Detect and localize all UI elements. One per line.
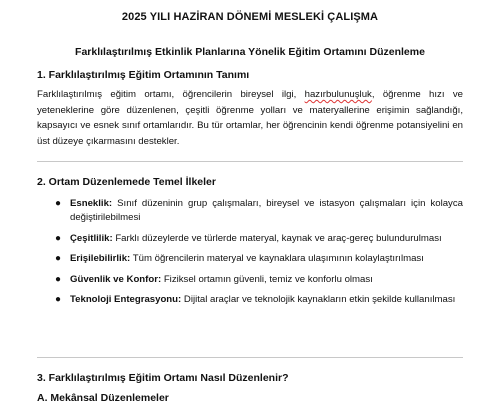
list-item bbox=[37, 197, 463, 226]
paragraph-text-start: Farklılaştırılmış eğitim ortamı, öğrencilerin bireysel ilgi, bbox=[37, 89, 305, 100]
section-divider bbox=[37, 357, 463, 358]
section-1-heading: 1. Farklılaştırılmış Eğitim Ortamının Tanımı bbox=[37, 69, 250, 81]
section-3-subheading: A. Mekânsal Düzenlemeler bbox=[37, 392, 169, 404]
list-item bbox=[37, 252, 463, 266]
document-subtitle: Farklılaştırılmış Etkinlik Planlarına Yönelik Eğitim Ortamını Düzenleme bbox=[75, 46, 425, 58]
list-item-term: Erişilebilirlik: bbox=[70, 253, 131, 265]
section-1-paragraph bbox=[37, 87, 463, 149]
bullet-icon: ● bbox=[55, 273, 62, 285]
list-item-term: Güvenlik ve Konfor: bbox=[70, 273, 162, 285]
list-item-term: Çeşitlilik: bbox=[70, 232, 113, 244]
list-item-text: Farklı düzeylerde ve türlerde materyal, kaynak ve araç-gereç bulundurulması bbox=[112, 232, 442, 244]
list-item-term: Esneklik: bbox=[70, 198, 113, 209]
spellcheck-flagged-word[interactable]: hazırbulunuşluk bbox=[304, 89, 372, 100]
section-divider bbox=[37, 161, 463, 162]
paragraph-text-end: , öğrenme hızı ve yeteneklerine göre düzenlenen, çeşitli öğrenme yolları ve materyallerine erişimin sağlandığı, kapsayıcı ve esnek sınıf ortamlarıdır. Bu tür ortamlar, her öğrencinin kendi öğrenme potansiyelini en üst düzeye çıkarmasını destekler. bbox=[37, 89, 464, 147]
list-item-text: Sınıf düzeninin grup çalışmaları, bireysel ve istasyon çalışmaları için kolayca değiştirilebilmesi bbox=[70, 198, 463, 224]
list-item-text: Fiziksel ortamın güvenli, temiz ve konforlu olması bbox=[161, 273, 373, 285]
list-item bbox=[37, 293, 463, 307]
bullet-icon: ● bbox=[55, 198, 62, 209]
list-item bbox=[37, 232, 463, 246]
list-item-text: Tüm öğrencilerin materyal ve kaynaklara ulaşımının kolaylaştırılması bbox=[130, 253, 424, 265]
principles-list bbox=[37, 197, 463, 307]
bullet-icon: ● bbox=[55, 253, 62, 265]
section-2-heading: 2. Ortam Düzenlemede Temel İlkeler bbox=[37, 176, 216, 188]
document-title: 2025 YILI HAZİRAN DÖNEMİ MESLEKİ ÇALIŞMA bbox=[121, 11, 379, 23]
list-item-text: Dijital araçlar ve teknolojik kaynakların etkin şekilde kullanılması bbox=[181, 294, 456, 306]
list-item bbox=[37, 273, 463, 287]
bullet-icon: ● bbox=[55, 294, 62, 306]
list-item-term: Teknoloji Entegrasyonu: bbox=[70, 294, 182, 306]
section-3-heading: 3. Farklılaştırılmış Eğitim Ortamı Nasıl Düzenlenir? bbox=[37, 372, 289, 384]
bullet-icon: ● bbox=[55, 232, 62, 244]
